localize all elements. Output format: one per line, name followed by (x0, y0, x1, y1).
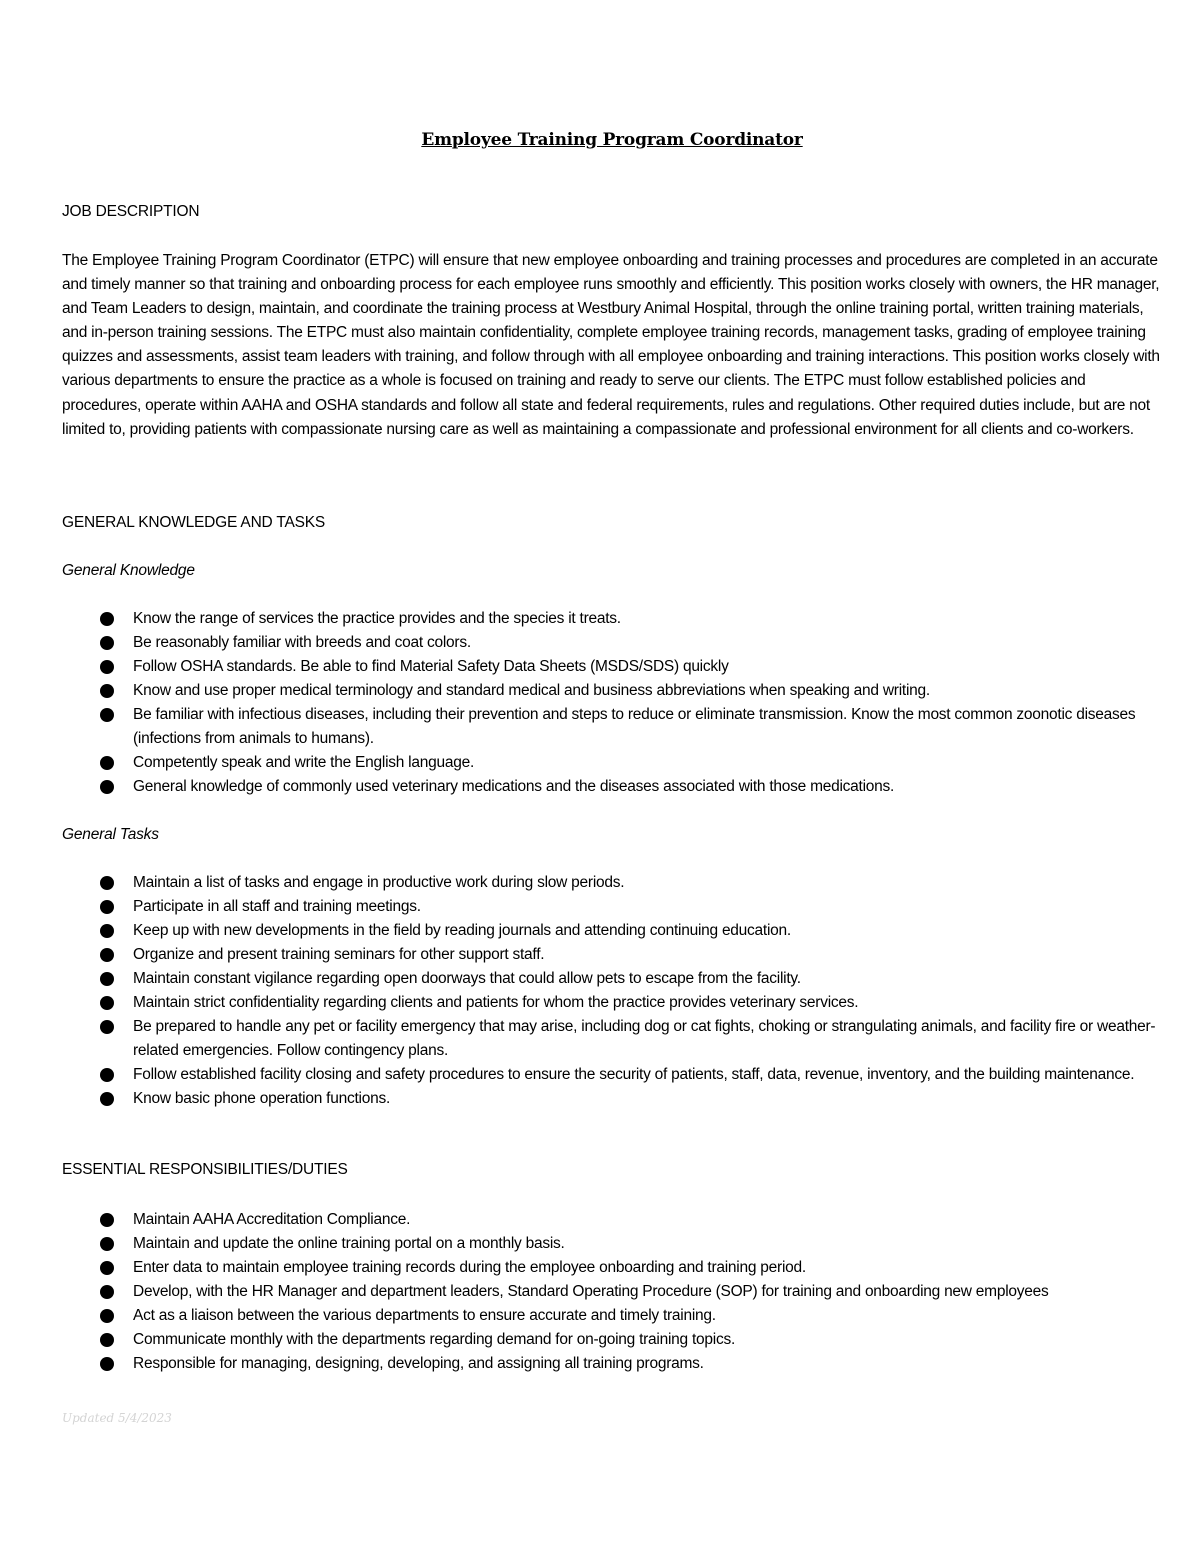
list-item (100, 631, 1160, 655)
list-item-text: Be familiar with infectious diseases, including their prevention and steps to reduce or eliminate transmission. Know the most common zoonotic diseases (infections from animals to humans). (133, 706, 1136, 748)
list-item (100, 607, 1160, 631)
page-title: Employee Training Program Coordinator (421, 130, 803, 150)
bullet-icon (100, 924, 114, 938)
general-tasks-subheading: General Tasks (62, 826, 159, 843)
list-item-text: Keep up with new developments in the field by reading journals and attending continuing education. (133, 922, 791, 940)
list-item (100, 967, 1160, 991)
essential-responsibilities-list (100, 1208, 1160, 1376)
list-item-text: Competently speak and write the English language. (133, 754, 475, 772)
list-item (100, 1280, 1160, 1304)
list-item (100, 775, 1160, 799)
list-item-text: Be reasonably familiar with breeds and coat colors. (133, 634, 471, 652)
bullet-icon (100, 1068, 114, 1082)
bullet-icon (100, 636, 114, 650)
list-item-text: Organize and present training seminars for other support staff. (133, 946, 545, 964)
list-item-text: Develop, with the HR Manager and department leaders, Standard Operating Procedure (SOP) for training and onboarding new employees (133, 1283, 1049, 1301)
list-item-text: General knowledge of commonly used veterinary medications and the diseases associated with those medications. (133, 778, 895, 796)
bullet-icon (100, 948, 114, 962)
bullet-icon (100, 1020, 114, 1034)
list-item (100, 991, 1160, 1015)
bullet-icon (100, 900, 114, 914)
bullet-icon (100, 660, 114, 674)
list-item-text: Maintain and update the online training portal on a monthly basis. (133, 1235, 565, 1253)
list-item (100, 1208, 1160, 1232)
list-item (100, 1256, 1160, 1280)
general-tasks-list (100, 871, 1160, 1111)
list-item (100, 895, 1160, 919)
list-item (100, 1304, 1160, 1328)
list-item-text: Follow OSHA standards. Be able to find Material Safety Data Sheets (MSDS/SDS) quickly (133, 658, 729, 676)
list-item (100, 703, 1160, 751)
bullet-icon (100, 756, 114, 770)
bullet-icon (100, 972, 114, 986)
list-item (100, 1232, 1160, 1256)
job-description-heading: JOB DESCRIPTION (62, 203, 200, 220)
bullet-icon (100, 708, 114, 722)
list-item-text: Enter data to maintain employee training records during the employee onboarding and training period. (133, 1259, 806, 1277)
list-item (100, 1015, 1160, 1063)
general-knowledge-subheading: General Knowledge (62, 562, 195, 579)
bullet-icon (100, 684, 114, 698)
list-item (100, 919, 1160, 943)
list-item (100, 1063, 1160, 1087)
list-item (100, 943, 1160, 967)
essential-responsibilities-heading: ESSENTIAL RESPONSIBILITIES/DUTIES (62, 1161, 348, 1178)
bullet-icon (100, 780, 114, 794)
bullet-icon (100, 996, 114, 1010)
bullet-icon (100, 1092, 114, 1106)
list-item-text: Maintain AAHA Accreditation Compliance. (133, 1211, 411, 1228)
list-item-text: Maintain a list of tasks and engage in productive work during slow periods. (133, 874, 625, 891)
list-item-text: Maintain constant vigilance regarding open doorways that could allow pets to escape from the facility. (133, 970, 801, 988)
list-item-text: Maintain strict confidentiality regarding clients and patients for whom the practice provides veterinary services. (133, 994, 859, 1012)
general-knowledge-tasks-heading: GENERAL KNOWLEDGE AND TASKS (62, 514, 326, 531)
list-item (100, 679, 1160, 703)
bullet-icon (100, 1333, 114, 1347)
list-item-text: Communicate monthly with the departments regarding demand for on-going training topics. (133, 1331, 736, 1349)
bullet-icon (100, 1261, 114, 1275)
general-knowledge-list (100, 607, 1160, 799)
bullet-icon (100, 1237, 114, 1251)
list-item-text: Follow established facility closing and safety procedures to ensure the security of patients, staff, data, revenue, inventory, and the building maintenance. (133, 1066, 1135, 1084)
list-item-text: Know basic phone operation functions. (133, 1090, 391, 1108)
list-item-text: Know and use proper medical terminology and standard medical and business abbreviations when speaking and writing. (133, 682, 930, 700)
list-item (100, 1087, 1160, 1111)
list-item (100, 871, 1160, 895)
job-description-paragraph: The Employee Training Program Coordinator (ETPC) will ensure that new employee onboarding and training processes and procedures are completed in an accurate and timely manner so that training and onboarding process for each employee runs smoothly and efficiently. This position works closely with owners, the HR manager, and Team Leaders to design, maintain, and coordinate the training process at Westbury Animal Hospital, through the online training portal, written training materials, and in-person training sessions. The ETPC must also maintain confidentiality, complete employee training records, management tasks, grading of employee training quizzes and assessments, assist team leaders with training, and follow through with all employee onboarding and training interactions. This position works closely with various departments to ensure the practice as a whole is focused on training and ready to serve our clients. The ETPC must follow established policies and procedures, operate within AAHA and OSHA standards and follow all state and federal requirements, rules and regulations. Other required duties include, but are not limited to, providing patients with compassionate nursing care as well as maintaining a compassionate and professional environment for all clients and co-workers. (62, 252, 1160, 438)
bullet-icon (100, 876, 114, 890)
list-item-text: Responsible for managing, designing, developing, and assigning all training programs. (133, 1355, 704, 1373)
bullet-icon (100, 1357, 114, 1371)
list-item-text: Participate in all staff and training meetings. (133, 898, 421, 916)
list-item (100, 751, 1160, 775)
list-item-text: Be prepared to handle any pet or facility emergency that may arise, including dog or cat fights, choking or strangulating animals, and facility fire or weather-related emergencies. Follow contingency plans. (133, 1018, 1156, 1060)
list-item-text: Know the range of services the practice provides and the species it treats. (133, 610, 621, 627)
bullet-icon (100, 1213, 114, 1227)
bullet-icon (100, 612, 114, 626)
updated-date-footer: Updated 5/4/2023 (62, 1411, 172, 1425)
bullet-icon (100, 1285, 114, 1299)
bullet-icon (100, 1309, 114, 1323)
list-item (100, 1352, 1160, 1376)
list-item-text: Act as a liaison between the various departments to ensure accurate and timely training. (133, 1307, 716, 1325)
list-item (100, 655, 1160, 679)
list-item (100, 1328, 1160, 1352)
